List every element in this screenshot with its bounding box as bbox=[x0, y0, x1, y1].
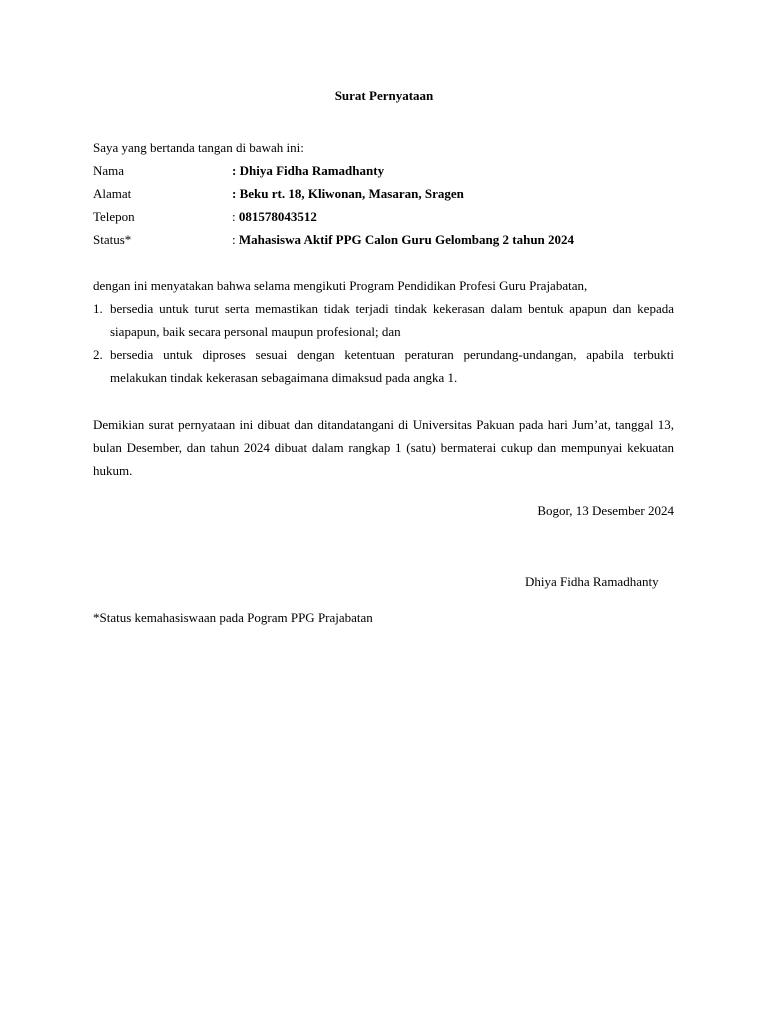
field-value-wrap bbox=[232, 186, 464, 202]
field-colon: : bbox=[232, 232, 236, 247]
field-label: Alamat bbox=[93, 186, 132, 201]
field-label: Nama bbox=[93, 163, 125, 178]
document-title: Surat Pernyataan bbox=[334, 88, 434, 103]
field-value-wrap bbox=[232, 209, 317, 225]
list-item bbox=[93, 343, 674, 389]
list-item-number: 2. bbox=[93, 347, 103, 362]
field-status bbox=[93, 232, 693, 252]
closing-paragraph: Demikian surat pernyataan ini dibuat dan ditandatangani di Universitas Pakuan pada hari Jum’at, tanggal 13, bulan Desember, dan tahun 2024 dibuat dalam rangkap 1 (satu) bermaterai cukup dan mempunyai kekuatan hukum. bbox=[93, 417, 674, 478]
signatory-name: Dhiya Fidha Ramadhanty bbox=[525, 574, 659, 589]
field-label: Telepon bbox=[93, 209, 135, 224]
list-item-text: bersedia untuk turut serta memastikan tidak terjadi tindak kekerasan dalam bentuk apapun dan kepada siapapun, baik secara personal maupun profesional; dan bbox=[110, 301, 674, 339]
intro-text: Saya yang bertanda tangan di bawah ini: bbox=[93, 140, 304, 155]
field-value-wrap bbox=[232, 232, 574, 248]
field-colon: : bbox=[232, 163, 237, 178]
field-colon: : bbox=[232, 209, 236, 224]
field-value: Dhiya Fidha Ramadhanty bbox=[239, 163, 385, 178]
field-value: 081578043512 bbox=[238, 209, 317, 224]
footnote: *Status kemahasiswaan pada Pogram PPG Prajabatan bbox=[93, 610, 373, 625]
field-colon: : bbox=[232, 186, 237, 201]
field-alamat bbox=[93, 186, 693, 206]
list-item-text: bersedia untuk diproses sesuai dengan ketentuan peraturan perundang-undangan, apabila terbukti melakukan tindak kekerasan sebagaimana dimaksud pada angka 1. bbox=[110, 347, 674, 385]
field-label: Status* bbox=[93, 232, 132, 247]
list-item-number: 1. bbox=[93, 301, 103, 316]
list-item bbox=[93, 297, 674, 343]
field-value: Beku rt. 18, Kliwonan, Masaran, Sragen bbox=[239, 186, 464, 201]
statement-intro: dengan ini menyatakan bahwa selama mengikuti Program Pendidikan Profesi Guru Prajabatan, bbox=[93, 278, 588, 293]
place-date: Bogor, 13 Desember 2024 bbox=[537, 503, 674, 518]
field-nama bbox=[93, 163, 693, 183]
field-value: Mahasiswa Aktif PPG Calon Guru Gelombang 2 tahun 2024 bbox=[238, 232, 575, 247]
field-telepon bbox=[93, 209, 693, 229]
field-value-wrap bbox=[232, 163, 384, 179]
